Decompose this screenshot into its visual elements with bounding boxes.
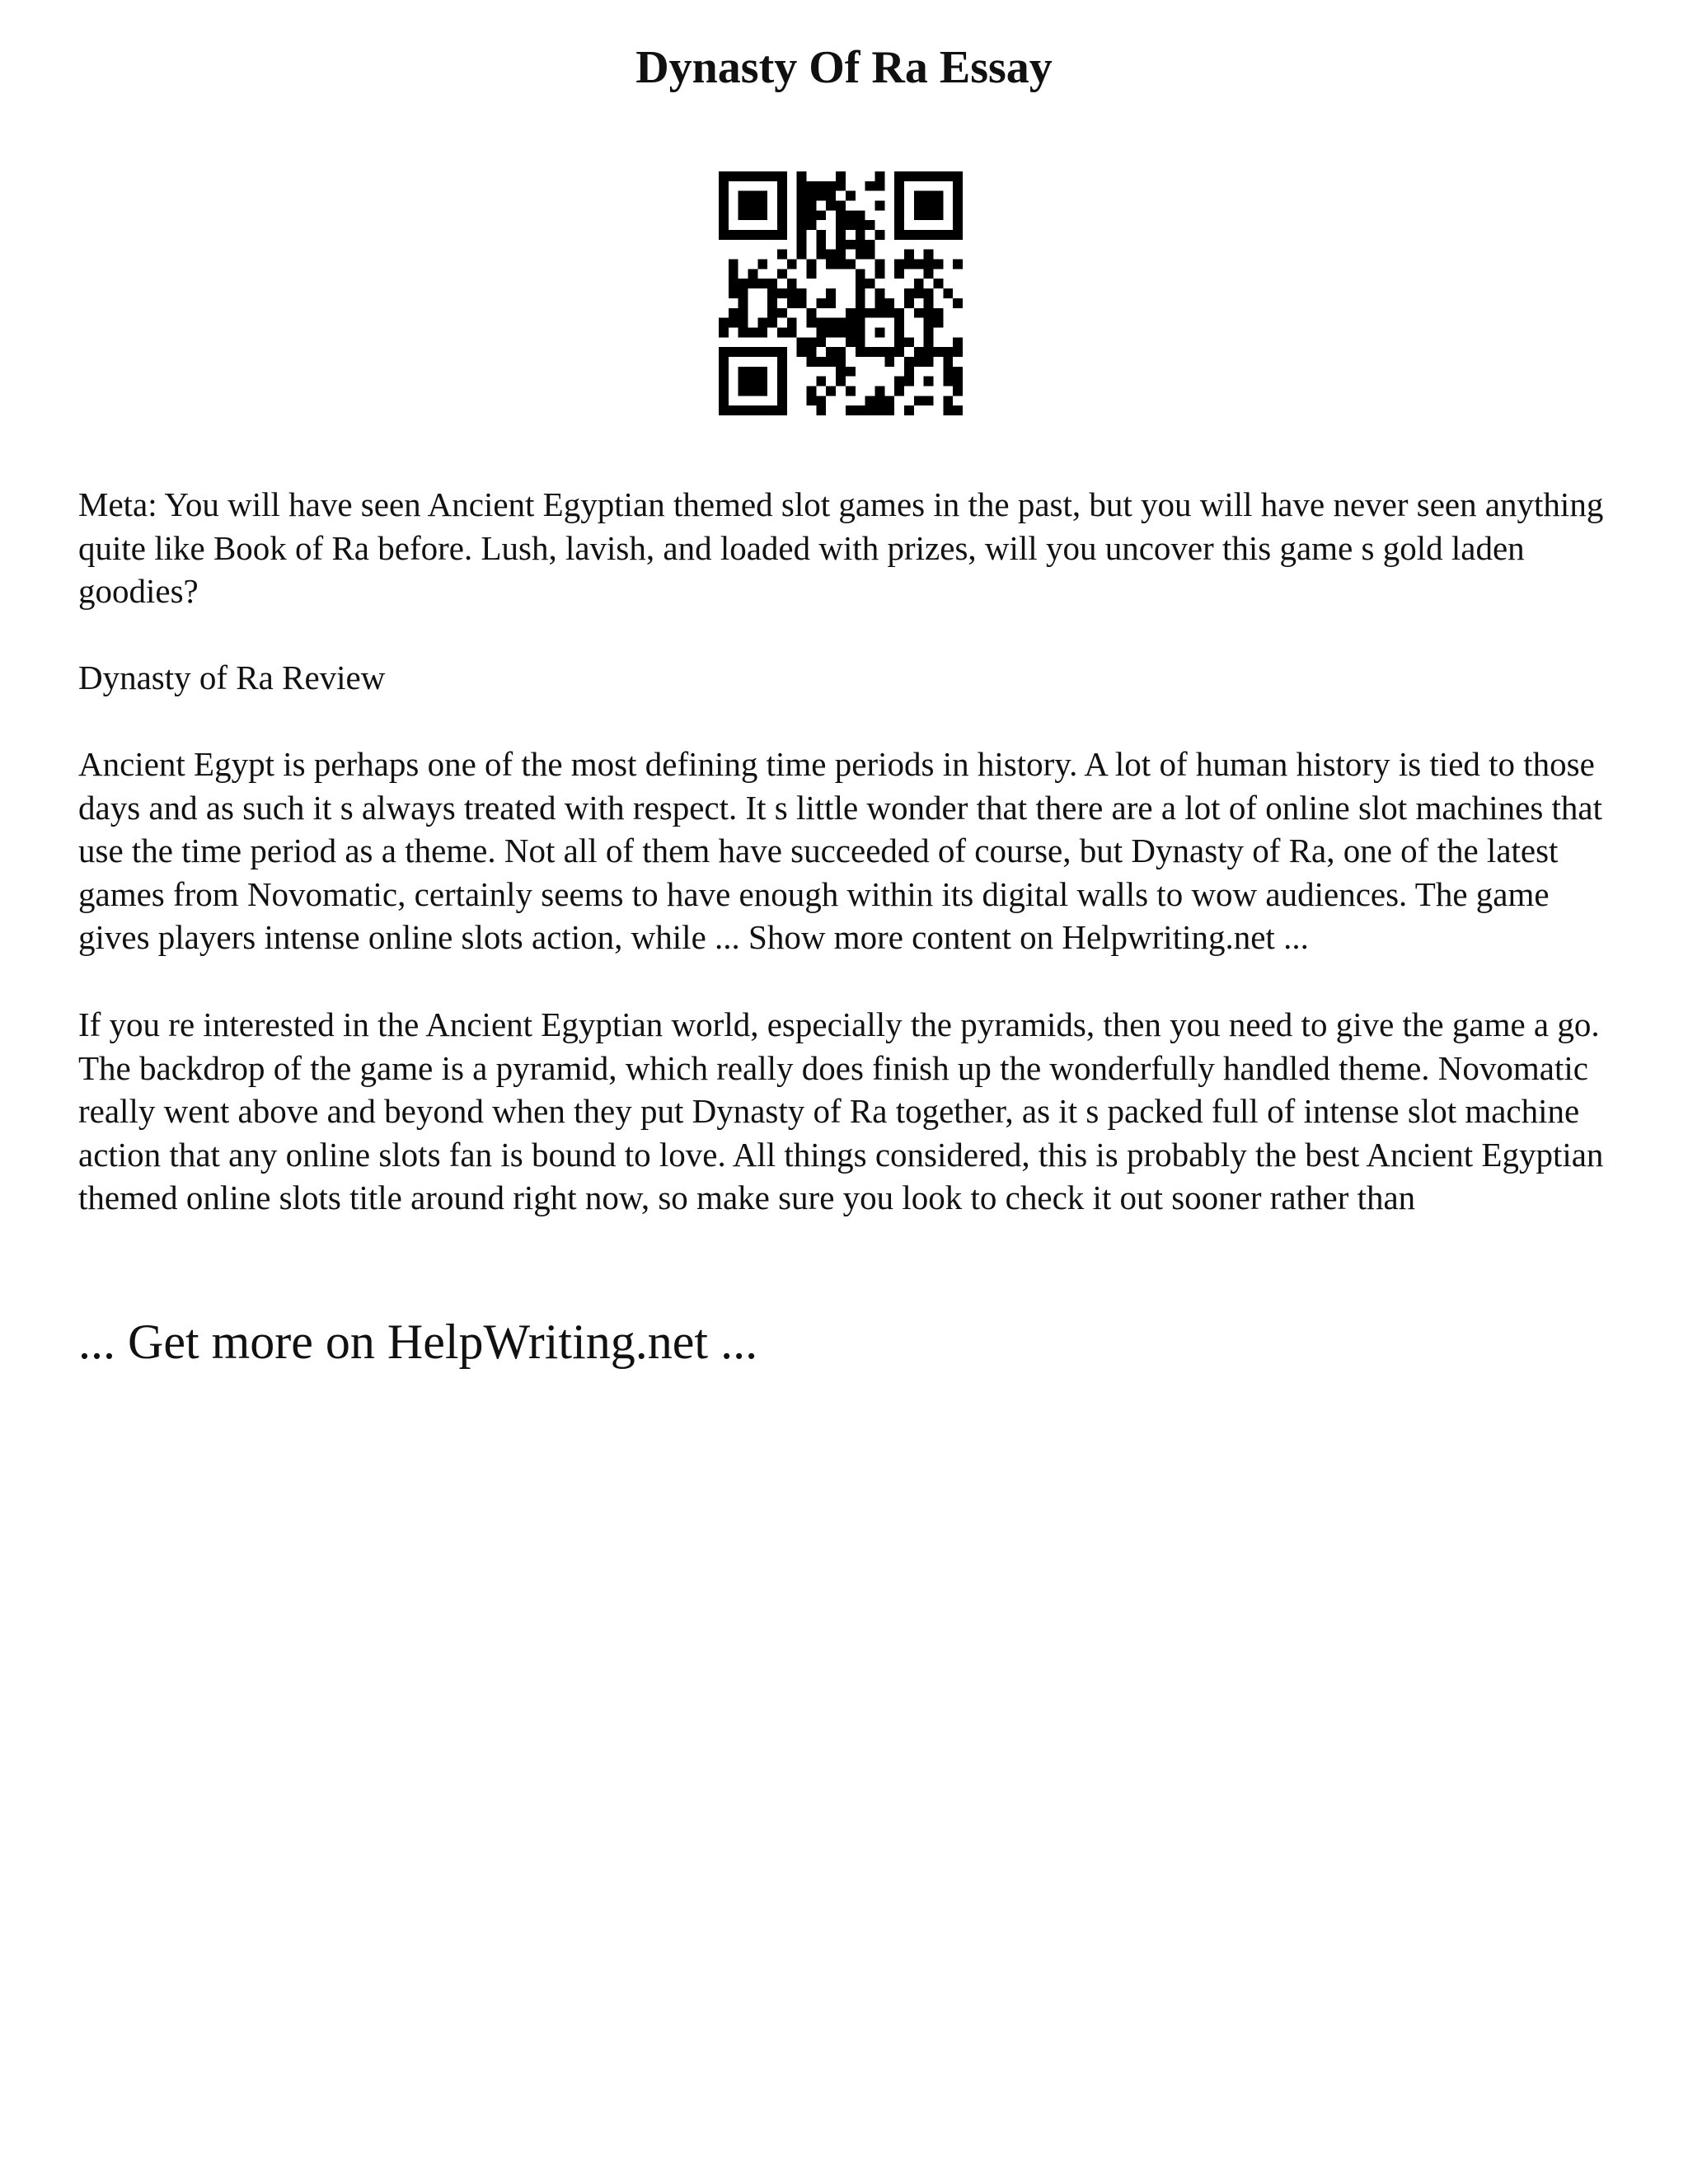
intro-paragraph: Ancient Egypt is perhaps one of the most defining time periods in history. A lot of human history is tied to those days and as such it s always treated with respect. It s little wonder that there are a lot of online slot machines that use the time period as a theme. Not all of them have succeeded of course, but Dynasty of Ra, one of the latest games from Novomatic, certainly seems to have enough within its digital walls to wow audiences. The game gives players intense online slots action, while ... Show more content on Helpwriting.net ... (78, 745, 1603, 956)
review-heading: Dynasty of Ra Review (78, 658, 386, 696)
get-more-link[interactable]: ... Get more on HelpWriting.net ... (78, 1315, 758, 1369)
meta-paragraph: Meta: You will have seen Ancient Egyptian themed slot games in the past, but you will have never seen anything quite like Book of Ra before. Lush, lavish, and loaded with prizes, will you uncover this game s gold laden goodies? (78, 485, 1604, 610)
qr-code-icon (719, 171, 963, 415)
second-paragraph: If you re interested in the Ancient Egyptian world, especially the pyramids, then you need to give the game a go. The backdrop of the game is a pyramid, which really does finish up the wonderfully handled theme. Novomatic really went above and beyond when they put Dynasty of Ra together, as it s packed full of intense slot machine action that any online slots fan is bound to love. All things considered, this is probably the best Ancient Egyptian themed online slots title around right now, so make sure you look to check it out sooner rather than (78, 1005, 1604, 1216)
page-title: Dynasty Of Ra Essay (635, 42, 1053, 93)
